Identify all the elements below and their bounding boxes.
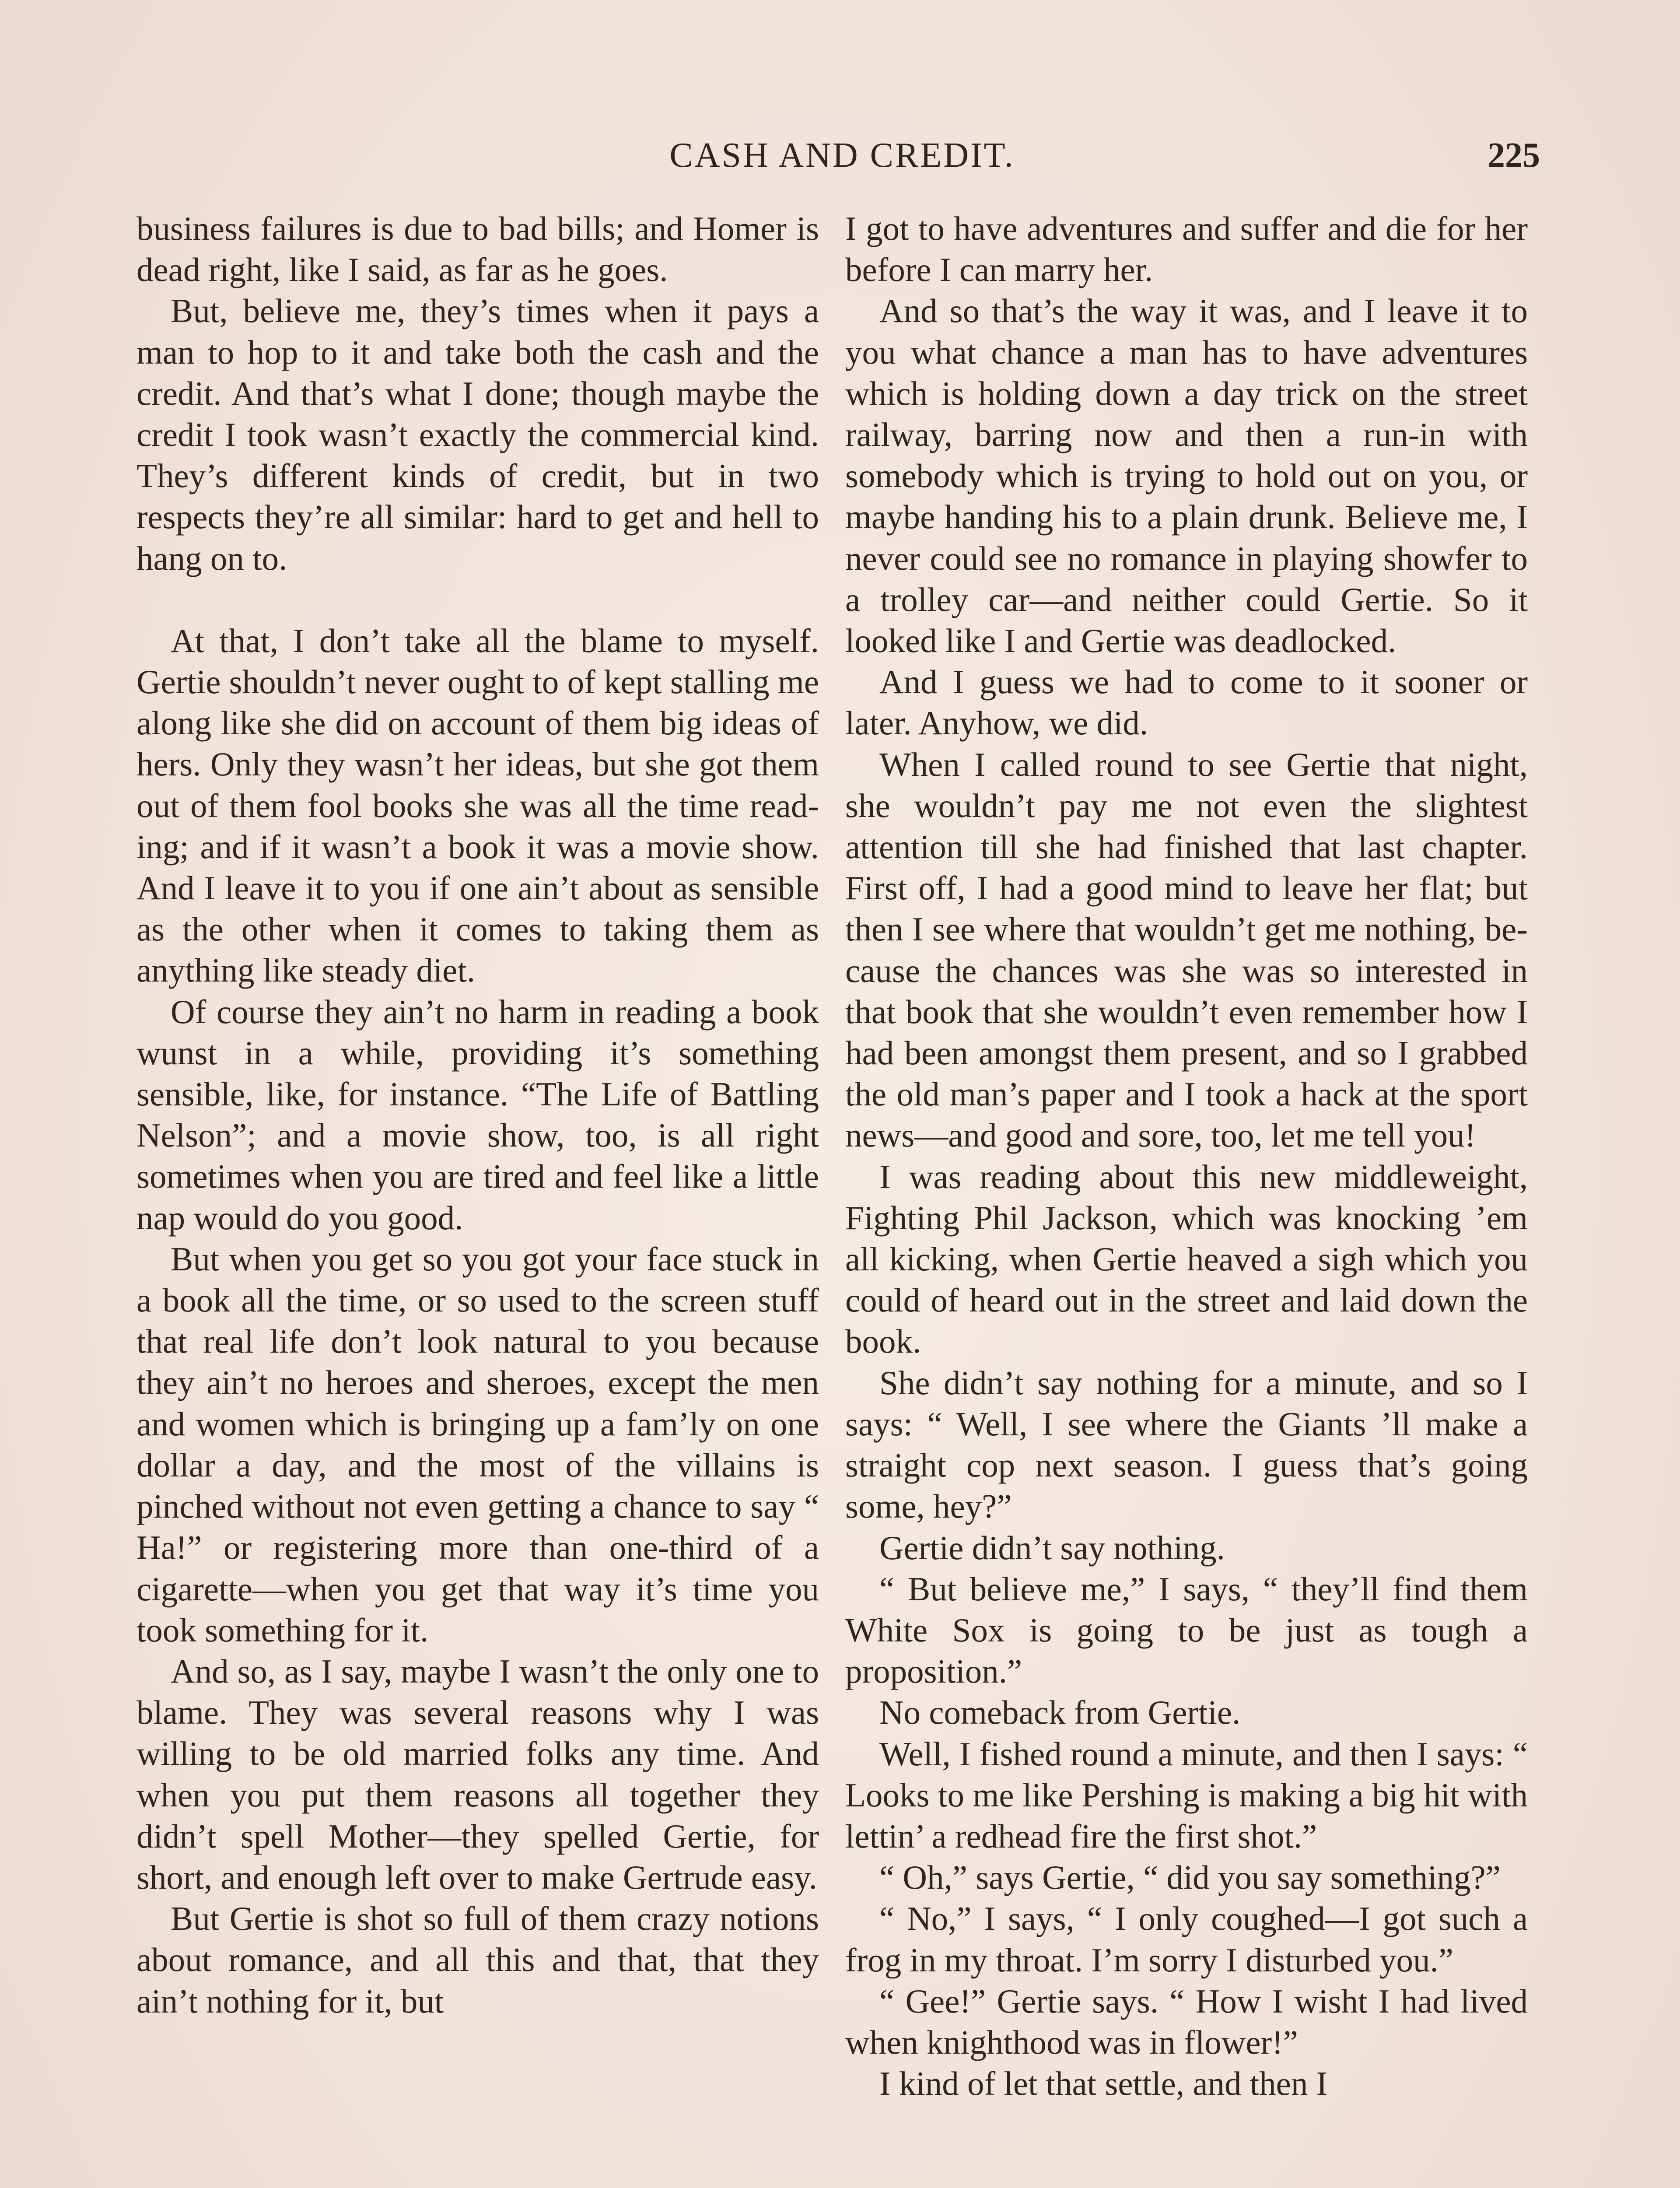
page-number: 225 bbox=[1488, 136, 1540, 175]
left-column bbox=[136, 208, 819, 2022]
paragraph: She didn’t say nothing for a minute, and so I says: “ Well, I see where the Giants ’ll make a straight cop next season. I guess that’s going some, hey?” bbox=[845, 1364, 1528, 1525]
paragraph: And I guess we had to come to it sooner or later. Anyhow, we did. bbox=[845, 663, 1528, 742]
paragraph: I kind of let that settle, and then I bbox=[879, 2065, 1328, 2103]
paragraph: But Gertie is shot so full of them crazy notions about romance, and all this and that, that they ain’t nothing for it, but bbox=[136, 1900, 819, 2020]
paragraph: I was reading about this new middleweight, Fighting Phil Jackson, which was knocking ’em all kicking, when Gertie heaved a sigh which you could of heard out in the street and laid down the book. bbox=[845, 1157, 1528, 1360]
paragraph: And so, as I say, maybe I wasn’t the only one to blame. They was several reasons why I was willing to be old married folks any time. And when you put them reasons all together they didn’t spell Mother—they spelled Gertie, for short, and enough left over to make Gertrude easy. bbox=[136, 1652, 819, 1896]
paragraph: And so that’s the way it was, and I leave it to you what chance a man has to have adventures which is holding down a day trick on the street railway, barring now and then a run-in with somebody which is trying to hold out on you, or maybe handing his to a plain drunk. Believe me, I never could see no romance in playing showfer to a trolley car—and neither could Gertie. So it looked like I and Gertie was deadlocked. bbox=[845, 292, 1528, 660]
paragraph: But when you get so you got your face stuck in a book all the time, or so used to the screen stuff that real life don’t look natural to you because they ain’t no heroes and sheroes, except the men and women which is bringing up a fam’ly on one dollar a day, and the most of the villains is pinched without not even getting a chance to say “ Ha!” or registering more than one-third of a cigarette—when you get that way it’s time you took something for it. bbox=[136, 1240, 819, 1649]
paragraph: “ Oh,” says Gertie, “ did you say something?” bbox=[879, 1858, 1501, 1897]
paragraph: At that, I don’t take all the blame to myself. Gertie shouldn’t never ought to of kept stalling me along like she did on account of them big ideas of hers. Only they wasn’t her ideas, but she got them out of them fool books she was all the time reading; and if it wasn’t a book it was a movie show. And I leave it to you if one ain’t about as sensible as the other when it comes to taking them as anything like steady diet. bbox=[136, 621, 819, 989]
paragraph: business failures is due to bad bills; and Homer is dead right, like I said, as far as he goes. bbox=[136, 210, 819, 289]
paragraph: “ But believe me,” I says, “ they’ll find them White Sox is going to be just as tough a proposition.” bbox=[845, 1570, 1528, 1690]
running-title: CASH AND CREDIT. bbox=[669, 136, 1015, 175]
paragraph: Gertie didn’t say nothing. bbox=[879, 1529, 1225, 1567]
paragraph: I got to have adventures and suffer and die for her before I can marry her. bbox=[845, 210, 1528, 289]
right-column bbox=[845, 208, 1528, 2104]
paragraph: Well, I fished round a minute, and then I says: “ Looks to me like Pershing is making a big hit with lettin’ a redhead fire the first shot.” bbox=[845, 1735, 1528, 1855]
paragraph: Of course they ain’t no harm in reading a book wunst in a while, providing it’s something sensible, like, for instance. “The Life of Battling Nelson”; and a movie show, too, is all right sometimes when you are tired and feel like a little nap would do you good. bbox=[136, 992, 819, 1237]
paragraph: No comeback from Gertie. bbox=[879, 1694, 1241, 1732]
paragraph: “ Gee!” Gertie says. “ How I wisht I had lived when knighthood was in flower!” bbox=[845, 1982, 1528, 2061]
paragraph: “ No,” I says, “ I only coughed—I got such a frog in my throat. I’m sorry I disturbed you.” bbox=[845, 1900, 1528, 1979]
page-header bbox=[144, 131, 1540, 179]
paragraph: When I called round to see Gertie that night, she wouldn’t pay me not even the slightest attention till she had finished that last chapter. First off, I had a good mind to leave her flat; but then I see where that wouldn’t get me nothing, because the chances was she was so interested in that book that she wouldn’t even remember how I had been amongst them present, and so I grabbed the old man’s paper and I took a hack at the sport news—and good and sore, too, let me tell you! bbox=[845, 745, 1528, 1154]
paragraph: But, believe me, they’s times when it pays a man to hop to it and take both the cash and the credit. And that’s what I done; though maybe the credit I took wasn’t exactly the commercial kind. They’s different kinds of credit, but in two respects they’re all similar: hard to get and hell to hang on to. bbox=[136, 292, 819, 577]
